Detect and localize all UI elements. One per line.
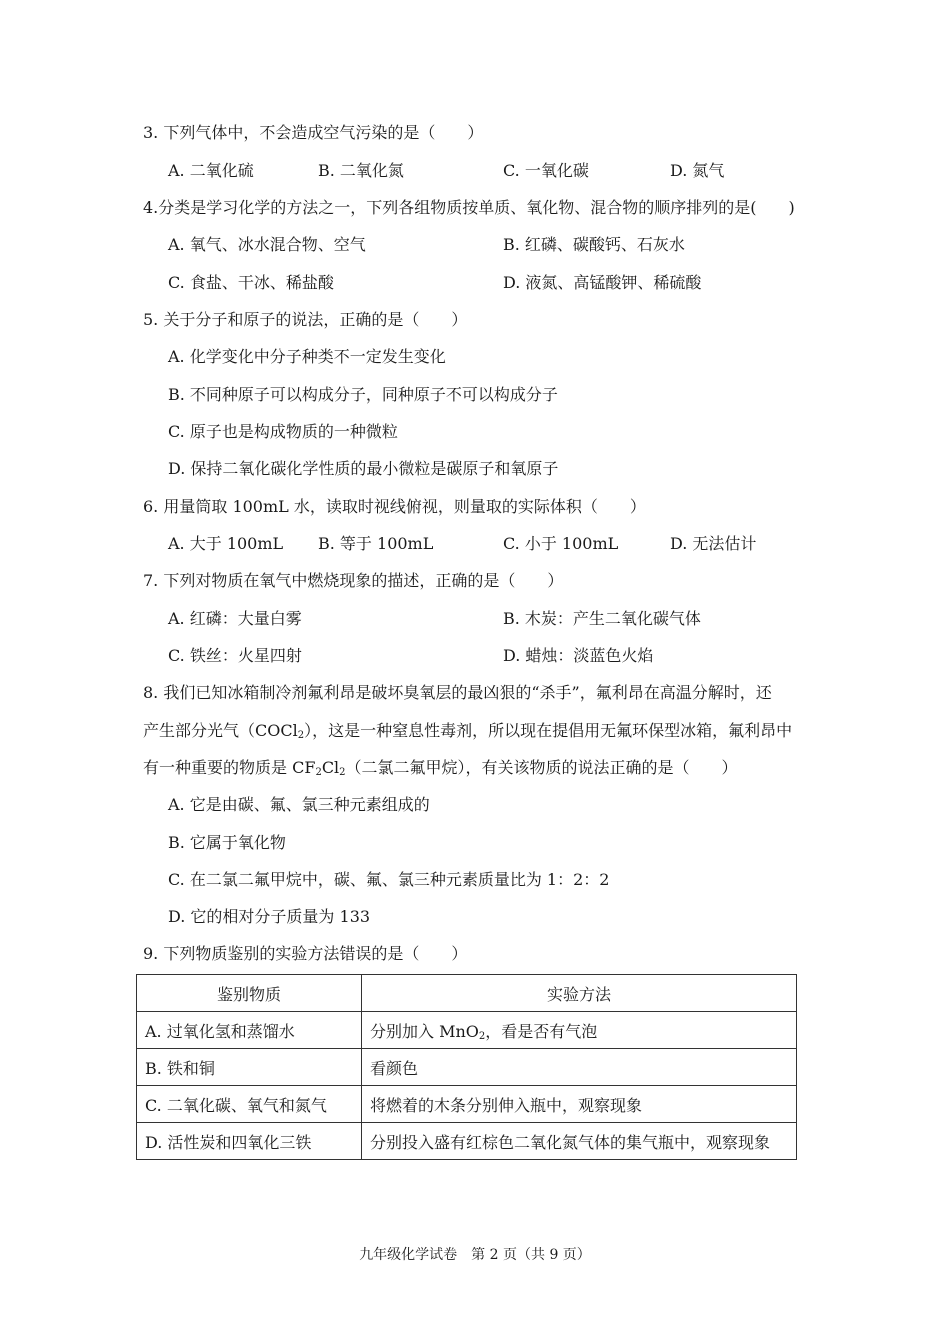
q3-option-b: B. 二氧化氮 (318, 161, 404, 180)
row-d-method: 分别投入盛有红棕色二氧化氮气体的集气瓶中，观察现象 (362, 1123, 797, 1160)
q5-option-b: B. 不同种原子可以构成分子，同种原子不可以构成分子 (168, 385, 558, 404)
q7-option-a: A. 红磷：大量白雾 (168, 609, 302, 628)
table-row (137, 1012, 797, 1049)
table-row (137, 1049, 797, 1086)
q4-option-c: C. 食盐、干冰、稀盐酸 (168, 273, 334, 292)
q5-option-d: D. 保持二氧化碳化学性质的最小微粒是碳原子和氧原子 (168, 459, 559, 478)
question-5-stem: 5. 关于分子和原子的说法，正确的是（ ） (143, 310, 468, 329)
question-9-stem: 9. 下列物质鉴别的实验方法错误的是（ ） (143, 944, 468, 963)
row-d-substance: D. 活性炭和四氧化三铁 (137, 1123, 362, 1160)
table-row (137, 1086, 797, 1123)
table-row (137, 1123, 797, 1160)
page-footer: 九年级化学试卷 第 2 页（共 9 页） (359, 1247, 591, 1263)
q6-option-a: A. 大于 100mL (168, 534, 284, 553)
q3-option-c: C. 一氧化碳 (503, 161, 589, 180)
row-b-substance: B. 铁和铜 (137, 1049, 362, 1086)
q3-option-a: A. 二氧化硫 (168, 161, 254, 180)
q4-option-b: B. 红磷、碳酸钙、石灰水 (503, 235, 685, 254)
q8-option-a: A. 它是由碳、氟、氯三种元素组成的 (168, 795, 430, 814)
question-8-line-2: 产生部分光气（COCl$_2$），这是一种窒息性毒剂，所以现在提倡用无氟环保型冰箱，氟利昂中 (143, 721, 793, 741)
q8-option-c: C. 在二氯二氟甲烷中，碳、氟、氯三种元素质量比为 1：2：2 (168, 870, 610, 889)
row-b-method: 看颜色 (362, 1049, 797, 1086)
q7-option-b: B. 木炭：产生二氧化碳气体 (503, 609, 701, 628)
question-7-stem: 7. 下列对物质在氧气中燃烧现象的描述，正确的是（ ） (143, 571, 564, 590)
header-substance: 鉴别物质 (137, 975, 362, 1012)
q8-option-d: D. 它的相对分子质量为 133 (168, 907, 371, 926)
q7-option-d: D. 蜡烛：淡蓝色火焰 (503, 646, 654, 665)
question-3-stem: 3. 下列气体中，不会造成空气污染的是（ ） (143, 123, 484, 142)
q6-option-c: C. 小于 100mL (503, 534, 619, 553)
identification-table (136, 974, 797, 1160)
table-header-row (137, 975, 797, 1012)
q5-option-a: A. 化学变化中分子种类不一定发生变化 (168, 347, 446, 366)
question-8-line-3: 有一种重要的物质是 $CF_2Cl_2$（二氯二氟甲烷），有关该物质的说法正确的是（ ） (143, 758, 738, 778)
q8-option-b: B. 它属于氧化物 (168, 833, 286, 852)
question-4-stem: 4.分类是学习化学的方法之一，下列各组物质按单质、氧化物、混合物的顺序排列的是( ) (143, 198, 795, 217)
header-method: 实验方法 (362, 975, 797, 1012)
q3-option-d: D. 氮气 (670, 161, 725, 180)
q5-option-c: C. 原子也是构成物质的一种微粒 (168, 422, 398, 441)
row-c-method: 将燃着的木条分别伸入瓶中，观察现象 (362, 1086, 797, 1123)
row-a-substance: A. 过氧化氢和蒸馏水 (137, 1012, 362, 1049)
q6-option-d: D. 无法估计 (670, 534, 757, 553)
q7-option-c: C. 铁丝：火星四射 (168, 646, 302, 665)
q6-option-b: B. 等于 100mL (318, 534, 434, 553)
row-c-substance: C. 二氧化碳、氧气和氮气 (137, 1086, 362, 1123)
q4-option-a: A. 氧气、冰水混合物、空气 (168, 235, 366, 254)
question-8-line-1: 8. 我们已知冰箱制冷剂氟利昂是破坏臭氧层的最凶狠的“杀手”，氟利昂在高温分解时，还 (143, 683, 772, 702)
q4-option-d: D. 液氮、高锰酸钾、稀硫酸 (503, 273, 702, 292)
question-6-stem: 6. 用量筒取 100mL 水，读取时视线俯视，则量取的实际体积（ ） (143, 497, 646, 516)
row-a-method: 分别加入 MnO$_2$，看是否有气泡 (362, 1012, 797, 1049)
